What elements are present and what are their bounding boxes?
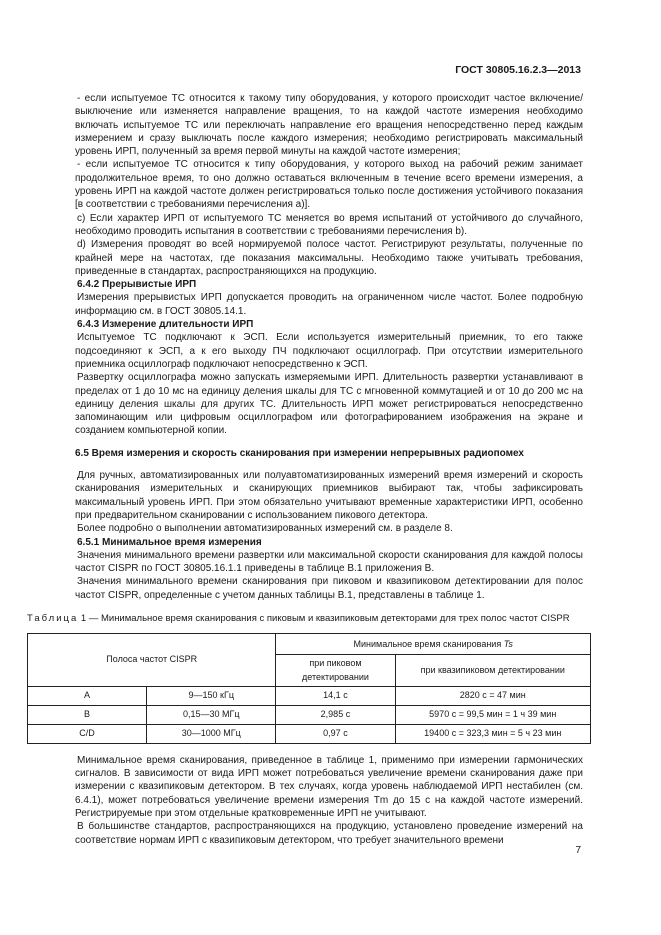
table-row xyxy=(28,724,591,743)
paragraph-6-4-3-2: Развертку осциллографа можно запускать измеряемыми ИРП. Длительность развертки устанавливают в пределах от 1 до 10 мс на единицу деления шкалы для ТС с мгновенной коммутацией и от 10 до 200 мс на единицу деления шкалы для других ТС. Длительность ИРП может регистрироваться непосредственно запоминающим или цифровым осциллографом или фотографированием изображения на экране и созданием компьютерной копии. xyxy=(75,372,583,437)
header-min-time-symbol: Ts xyxy=(503,638,513,649)
header-min-time xyxy=(276,634,591,655)
cell-peak: 0,97 с xyxy=(276,724,395,743)
page-number: 7 xyxy=(575,845,581,856)
table-row xyxy=(28,686,591,705)
document-body xyxy=(27,92,583,847)
cell-quasipeak: 5970 с = 99,5 мин = 1 ч 39 мин xyxy=(395,705,591,724)
table-caption-label: Таблица xyxy=(27,612,79,624)
table-caption-text: — Минимальное время сканирования с пиковым и квазипиковым детекторами для трех полос частот CISPR xyxy=(88,612,570,624)
cell-range: 30—1000 МГц xyxy=(147,724,276,743)
subsection-title-6-4-3: 6.4.3 Измерение длительности ИРП xyxy=(77,319,254,331)
paragraph-item-d: d) Измерения проводят во всей нормируемой полосе частот. Регистрируют результаты, полученные по крайней мере на частотах, где показания максимальны. Необходимо также учитывать требования, приведенные в стандартах, распространяющихся на продукцию. xyxy=(75,239,583,277)
paragraph-6-4-2: Измерения прерывистых ИРП допускается проводить на ограниченном числе частот. Более подробную информацию см. в ГОСТ 30805.14.1. xyxy=(75,292,583,317)
header-band: Полоса частот CISPR xyxy=(28,634,276,687)
subsection-title-6-4-2: 6.4.2 Прерывистые ИРП xyxy=(77,279,197,291)
cell-peak: 14,1 с xyxy=(276,686,395,705)
header-min-time-label: Минимальное время сканирования xyxy=(353,638,502,649)
paragraph-after-table-1: Минимальное время сканирования, приведенное в таблице 1, применимо при измерении гармонических сигналов. В зависимости от вида ИРП может потребоваться увеличение времени сканирования даже при измерении с квазипиковым детектором. В тех случаях, когда уровень наблюдаемой ИРП нестабилен (см. 6.4.1), может потребоваться увеличение времени измерения Tm до 15 с на каждой частоте измерений. Регистрируемые при этом отдельные кратковременные ИРП не учитывают. xyxy=(75,754,583,820)
cell-band: A xyxy=(28,686,147,705)
paragraph-6-5-2: Более подробно о выполнении автоматизированных измерений см. в разделе 8. xyxy=(77,523,453,535)
header-peak: при пиковом детектировании xyxy=(276,655,395,687)
paragraph-6-5-1: Для ручных, автоматизированных или полуавтоматизированных измерений время измерений и скорость сканирования измерительных и сканирующих приемников выбирают так, чтобы зафиксировать максимальный уровень ИРП. При этом обязательно учитывают временные характеристики ИРП, особенно при предварительном сканировании с использованием пикового детектора. xyxy=(75,470,583,521)
document-code-header: ГОСТ 30805.16.2.3—2013 xyxy=(455,64,581,76)
cell-band: B xyxy=(28,705,147,724)
table-caption-number: 1 xyxy=(80,612,87,624)
scan-time-table xyxy=(27,633,591,744)
cell-peak: 2,985 с xyxy=(276,705,395,724)
paragraph-item-c: с) Если характер ИРП от испытуемого ТС меняется во время испытаний от устойчивого до случайного, необходимо проводить испытания в соответствии с требованиями перечисления b). xyxy=(75,212,583,237)
cell-range: 9—150 кГц xyxy=(147,686,276,705)
table-row xyxy=(28,705,591,724)
subsection-title-6-5-1: 6.5.1 Минимальное время измерения xyxy=(77,536,262,548)
paragraph-6-4-3-1: Испытуемое ТС подключают к ЭСП. Если используется измерительный приемник, то его также подсоединяют к ЭСП, а к его выходу ПЧ подключают осциллограф. При отсутствии измерительного приемника осциллограф подключают непосредственно к ЭСП. xyxy=(75,332,583,370)
cell-range: 0,15—30 МГц xyxy=(147,705,276,724)
cell-quasipeak: 19400 с = 323,3 мин = 5 ч 23 мин xyxy=(395,724,591,743)
paragraph-list-item-a1: - если испытуемое ТС относится к такому типу оборудования, у которого происходит частое включение/выключение или изменяется направление вращения, то на каждой частоте измерения необходимо включать испытуемое ТС или переключать направление его вращения непосредственно перед каждым измерением и сразу выключать после каждого измерения; необходимо регистрировать максимальный уровень ИРП, полученный за время первой минуты на каждой частоте измерения; xyxy=(75,93,583,158)
paragraph-list-item-a2: - если испытуемое ТС относится к типу оборудования, у которого выход на рабочий режим занимает продолжительное время, то оно должно оставаться включенным в течение всего времени измерения, а уровень ИРП на каждой частоте должен регистрироваться только после достижения устойчивого показания [в соответствии с требованиями перечисления а)]. xyxy=(75,159,583,211)
cell-quasipeak: 2820 с = 47 мин xyxy=(395,686,591,705)
paragraph-6-5-1-a: Значения минимального времени развертки или максимальной скорости сканирования для каждой полосы частот CISPR по ГОСТ 30805.16.1.1 приведены в таблице В.1 приложения В. xyxy=(75,549,583,575)
cell-band: C/D xyxy=(28,724,147,743)
section-title-6-5: 6.5 Время измерения и скорость сканирования при измерении непрерывных радиопомех xyxy=(75,447,524,459)
paragraph-after-table-2: В большинстве стандартов, распространяющихся на продукцию, установлено проведение измерений на соответствие нормам ИРП с квазипиковым детектором, что требует значительного времени xyxy=(75,821,583,846)
header-quasipeak: при квазипиковом детектировании xyxy=(395,655,591,687)
paragraph-6-5-1-b: Значения минимального времени сканирования при пиковом и квазипиковом детектировании для полос частот CISPR, определенные с учетом данных таблицы В.1, представлены в таблице 1. xyxy=(75,576,583,601)
table-caption xyxy=(27,612,587,625)
